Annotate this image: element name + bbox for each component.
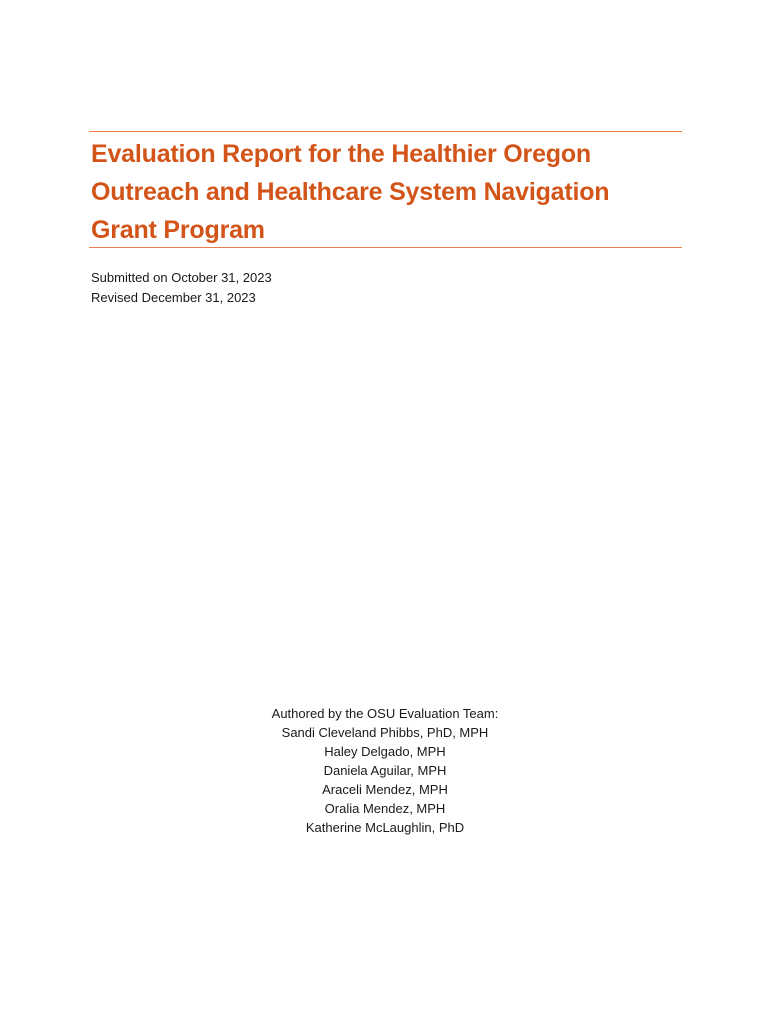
title-line-2: Outreach and Healthcare System Navigation — [91, 178, 610, 206]
title-bottom-rule — [89, 247, 682, 248]
submitted-date: Submitted on October 31, 2023 — [91, 270, 272, 285]
authors-heading: Authored by the OSU Evaluation Team: — [271, 706, 499, 721]
title-line-1: Evaluation Report for the Healthier Oregon — [91, 140, 591, 168]
author-name: Haley Delgado, MPH — [324, 744, 446, 759]
author-name: Sandi Cleveland Phibbs, PhD, MPH — [281, 725, 489, 740]
author-name: Oralia Mendez, MPH — [324, 801, 446, 816]
title-top-rule — [89, 131, 682, 132]
submission-dates — [91, 268, 272, 308]
title-line-3: Grant Program — [91, 216, 265, 244]
author-name: Daniela Aguilar, MPH — [323, 763, 447, 778]
author-name: Araceli Mendez, MPH — [322, 782, 448, 797]
report-title — [91, 135, 671, 249]
author-name: Katherine McLaughlin, PhD — [305, 820, 465, 835]
authors-block — [0, 704, 770, 837]
revised-date: Revised December 31, 2023 — [91, 290, 256, 305]
